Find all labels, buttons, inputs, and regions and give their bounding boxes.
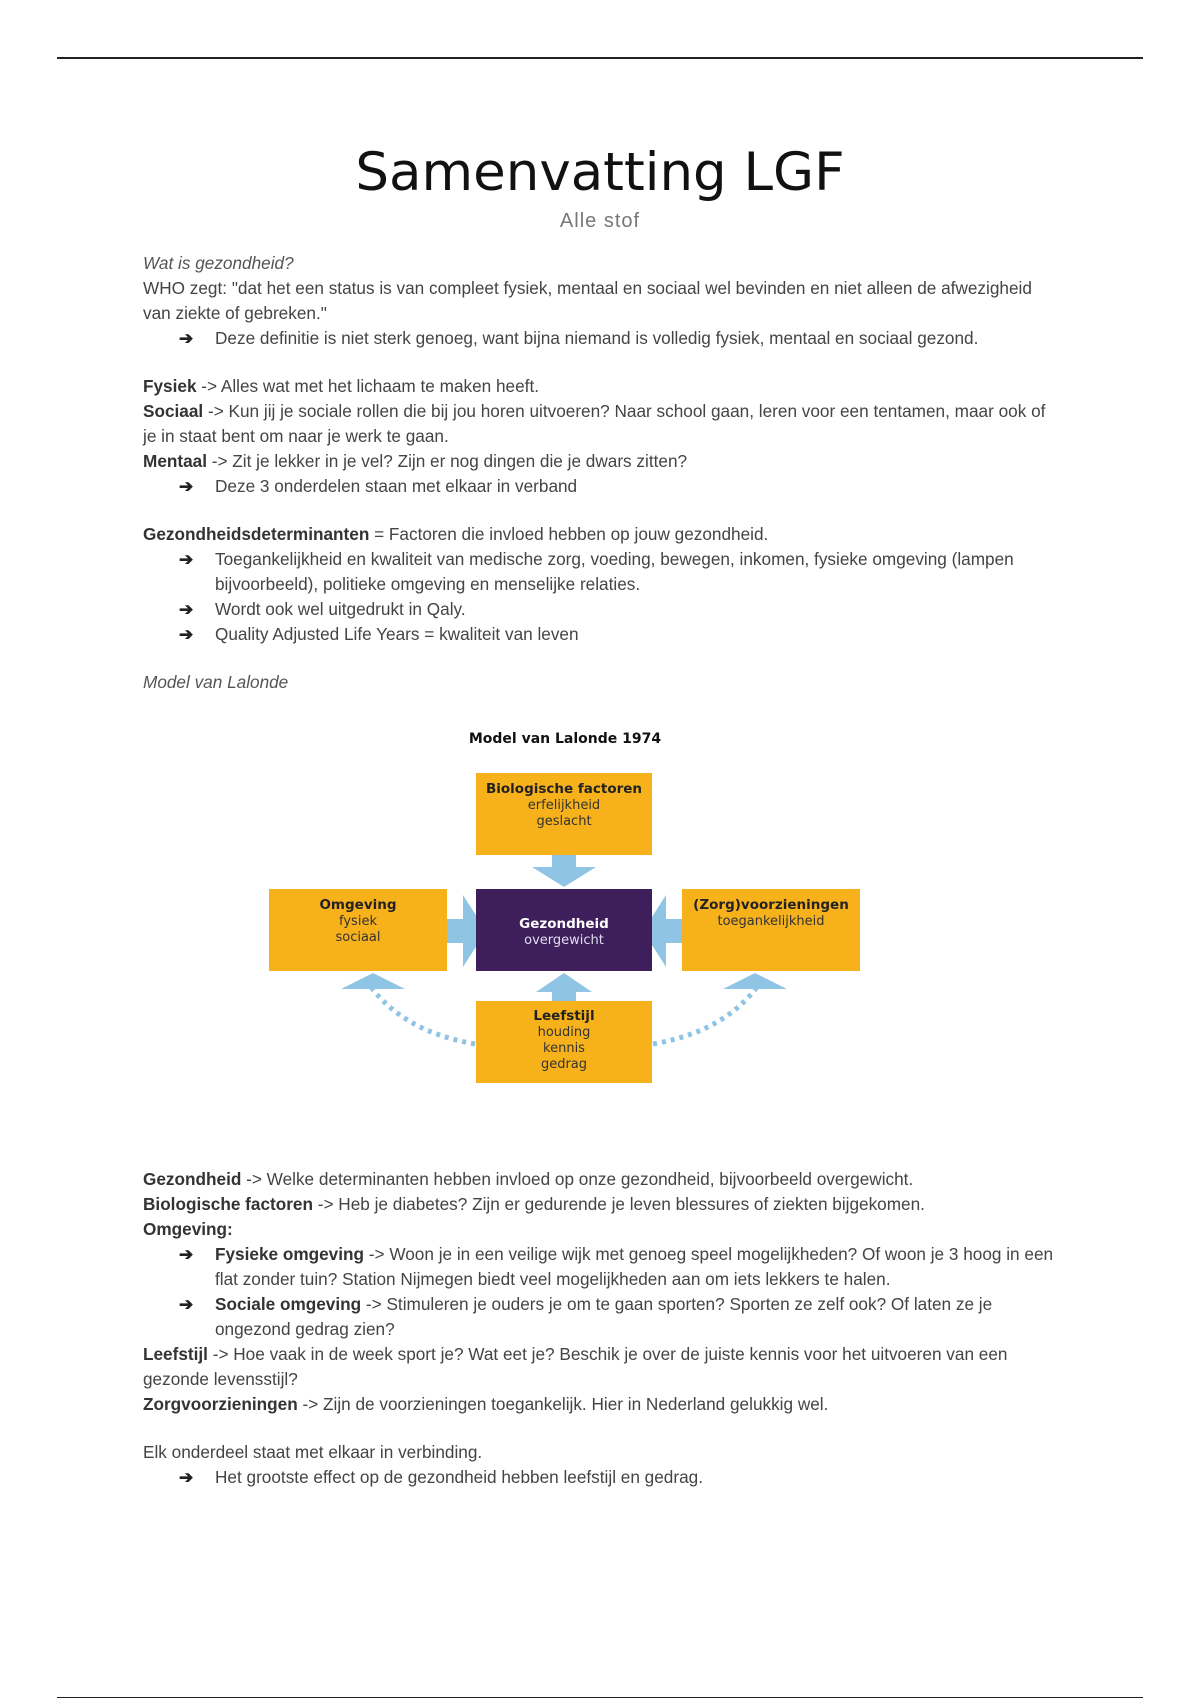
box-line: erfelijkheid [527, 798, 601, 813]
box-line: fysiek [339, 914, 377, 929]
box-line: toegankelijkheid [717, 914, 825, 929]
box-line: kennis [543, 1041, 585, 1056]
bullet-item: ➔ Wordt ook wel uitgedrukt in Qaly. [143, 597, 1063, 622]
box-line: overgewicht [524, 933, 604, 948]
bullet-item: ➔ Quality Adjusted Life Years = kwaliteit van leven [143, 622, 1063, 647]
who-definition: WHO zegt: "dat het een status is van compleet fysiek, mentaal en sociaal wel bevinden en niet alleen de afwezigheid van ziekte of gebreken." [143, 278, 1032, 323]
dotted-connector-right [653, 987, 757, 1044]
box-title: Gezondheid [519, 916, 609, 932]
figure-title: Model van Lalonde 1974 [468, 731, 662, 747]
arrow-up-icon [536, 973, 592, 1001]
omgeving-line: Omgeving: [143, 1219, 233, 1239]
box-line: sociaal [335, 930, 381, 945]
bullet-item: ➔ Deze definitie is niet sterk genoeg, want bijna niemand is volledig fysiek, mentaal en sociaal gezond. [143, 326, 1063, 351]
bullet-item: ➔ Fysieke omgeving -> Woon je in een veilige wijk met genoeg speel mogelijkheden? Of woon je 3 hoog in een flat zonder tuin? Station Nijmegen biedt veel mogelijkheden aan om iets lekkers te halen. [179, 1244, 1054, 1289]
arrow-right-icon: ➔ [179, 599, 194, 619]
arrow-up-icon [723, 973, 787, 989]
model-heading: Model van Lalonde [143, 672, 289, 692]
arrow-right-icon: ➔ [179, 624, 194, 644]
box-title: Leefstijl [533, 1008, 595, 1024]
fysiek-line: Fysiek -> Alles wat met het lichaam te maken heeft. [143, 376, 539, 396]
box-biologische-factoren [476, 773, 652, 855]
dotted-connector-left [371, 987, 475, 1044]
determinants-line: Gezondheidsdeterminanten = Factoren die invloed hebben op jouw gezondheid. [143, 524, 769, 544]
arrow-up-icon [341, 973, 405, 989]
conclusion-line: Elk onderdeel staat met elkaar in verbinding. [143, 1442, 483, 1462]
box-title: Omgeving [319, 897, 397, 913]
intro-question: Wat is gezondheid? [143, 253, 294, 273]
bottom-rule [57, 1697, 1143, 1698]
top-rule [57, 57, 1143, 59]
box-leefstijl [476, 1001, 652, 1083]
mentaal-line: Mentaal -> Zit je lekker in je vel? Zijn er nog dingen die je dwars zitten? [143, 451, 688, 471]
box-title: (Zorg)voorzieningen [693, 897, 849, 913]
bullet-item: ➔ Het grootste effect op de gezondheid hebben leefstijl en gedrag. [143, 1465, 1063, 1490]
sociaal-line: Sociaal -> Kun jij je sociale rollen die bij jou horen uitvoeren? Naar school gaan, leren voor een tentamen, maar ook of je in staat bent om naar je werk te gaan. [143, 401, 1046, 446]
box-line: geslacht [536, 814, 592, 829]
lalonde-model-figure [143, 707, 1063, 1167]
document-title: Samenvatting LGF [355, 142, 845, 203]
box-zorgvoorzieningen [682, 889, 860, 971]
arrow-right-icon: ➔ [179, 328, 194, 348]
gezondheid-line: Gezondheid -> Welke determinanten hebben invloed op onze gezondheid, bijvoorbeeld overgewicht. [143, 1169, 914, 1189]
document-subtitle: Alle stof [559, 210, 641, 232]
box-gezondheid [476, 889, 652, 971]
arrow-right-icon: ➔ [179, 1244, 194, 1264]
arrow-right-icon: ➔ [179, 1467, 194, 1487]
arrow-right-icon: ➔ [179, 476, 194, 496]
box-line: houding [537, 1025, 591, 1040]
bio-line: Biologische factoren -> Heb je diabetes? Zijn er gedurende je leven blessures of ziekten bijgekomen. [143, 1194, 925, 1214]
box-title: Biologische factoren [485, 781, 643, 797]
bullet-item: ➔ Toegankelijkheid en kwaliteit van medische zorg, voeding, bewegen, inkomen, fysieke omgeving (lampen bijvoorbeeld), politieke omgeving en menselijke relaties. [179, 549, 1014, 594]
arrow-down-icon [532, 855, 596, 887]
bullet-item: ➔ Deze 3 onderdelen staan met elkaar in verband [143, 474, 1063, 499]
box-line: gedrag [540, 1057, 588, 1072]
bullet-item: ➔ Sociale omgeving -> Stimuleren je ouders je om te gaan sporten? Sporten ze zelf ook? Of laten ze je ongezond gedrag zien? [179, 1294, 993, 1339]
leefstijl-line: Leefstijl -> Hoe vaak in de week sport je? Wat eet je? Beschik je over de juiste kennis voor het uitvoeren van een gezonde levensstijl? [143, 1344, 1008, 1389]
document-body [143, 251, 1063, 1490]
arrow-right-icon: ➔ [179, 1294, 194, 1314]
arrow-right-icon: ➔ [179, 549, 194, 569]
box-omgeving [269, 889, 447, 971]
zorg-line: Zorgvoorzieningen -> Zijn de voorzieningen toegankelijk. Hier in Nederland gelukkig wel. [143, 1394, 829, 1414]
